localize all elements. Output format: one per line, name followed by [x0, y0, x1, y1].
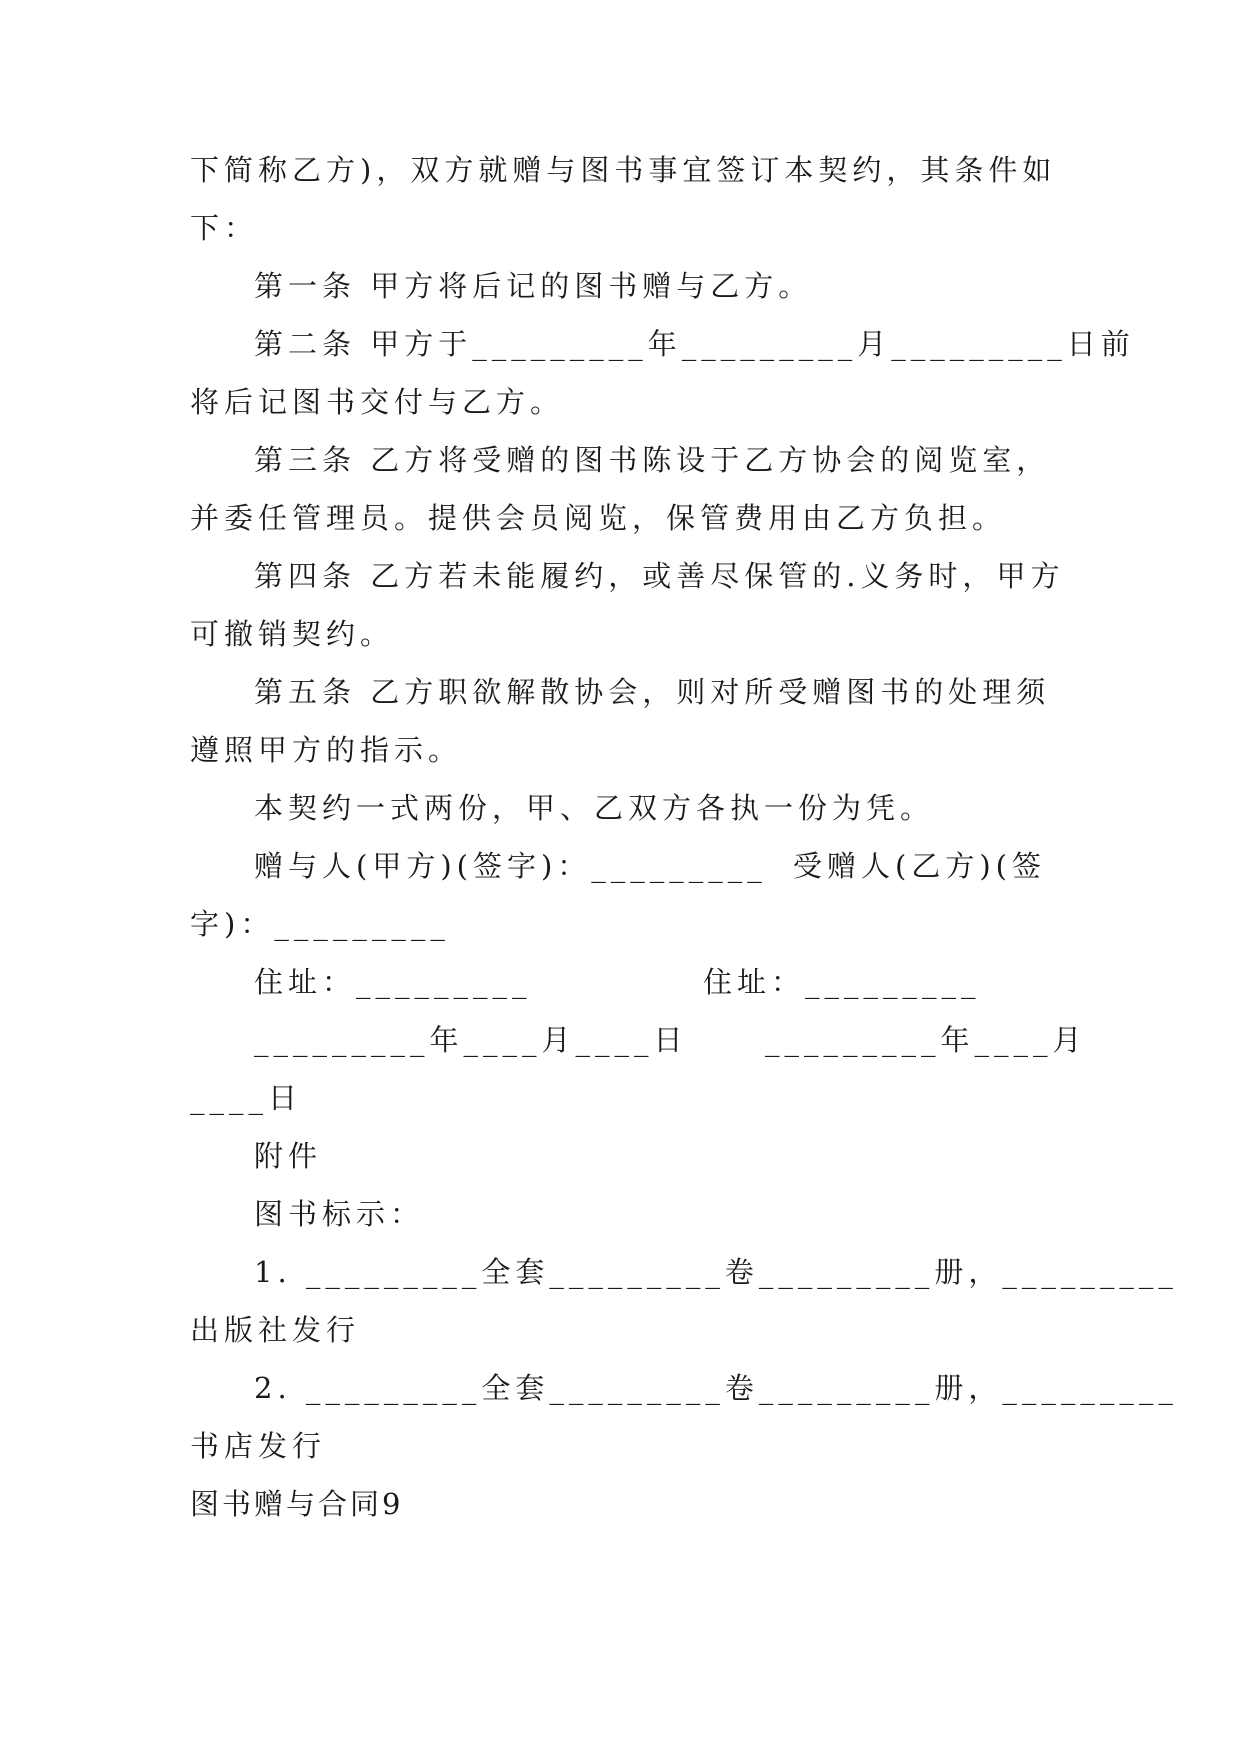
text-line: 将后记图书交付与乙方。 — [190, 385, 565, 419]
book-item-1: 1. _________全套_________卷_________册，_________ — [254, 1255, 1178, 1289]
recipient-address: 住址：_________ — [703, 965, 981, 999]
next-section-title: 图书赠与合同9 — [190, 1487, 404, 1521]
clause-3: 第三条 乙方将受赠的图书陈设于乙方协会的阅览室， — [254, 443, 1051, 477]
text-line: 字)：_________ — [190, 907, 450, 941]
text-line: 并委任管理员。提供会员阅览，保管费用由乙方负担。 — [190, 501, 1007, 535]
donor-signature: 赠与人(甲方)(签字)：_________ — [254, 849, 767, 883]
recipient-date: _________年____月 — [765, 1023, 1087, 1057]
clause-1: 第一条 甲方将后记的图书赠与乙方。 — [254, 269, 813, 303]
book-listing-heading: 图书标示： — [254, 1197, 425, 1231]
donor-address: 住址：_________ — [254, 965, 532, 999]
donor-date: _________年____月____日 — [254, 1023, 688, 1057]
clause-4: 第四条 乙方若未能履约，或善尽保管的.义务时，甲方 — [254, 559, 1065, 593]
attachment-heading: 附件 — [254, 1139, 323, 1173]
text-line: ____日 — [190, 1081, 303, 1115]
text-line: 书店发行 — [190, 1429, 327, 1463]
clause-5: 第五条 乙方职欲解散协会，则对所受赠图书的处理须 — [254, 675, 1051, 709]
text-line: 出版社发行 — [190, 1313, 361, 1347]
copies-statement: 本契约一式两份，甲、乙双方各执一份为凭。 — [254, 791, 935, 825]
recipient-signature: 受赠人(乙方)(签 — [793, 849, 1046, 883]
text-line: 下简称乙方)，双方就赠与图书事宜签订本契约，其条件如 — [190, 153, 1057, 187]
text-line: 遵照甲方的指示。 — [190, 733, 463, 767]
book-item-2: 2. _________全套_________卷_________册，_________ — [254, 1371, 1178, 1405]
text-line: 可撤销契约。 — [190, 617, 395, 651]
clause-2: 第二条 甲方于_________年_________月_________日前 — [254, 327, 1135, 361]
text-line: 下： — [190, 211, 259, 245]
